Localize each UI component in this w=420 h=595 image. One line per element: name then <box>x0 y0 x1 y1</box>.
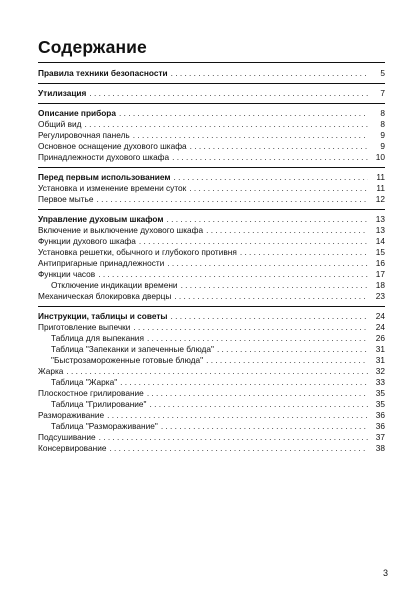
dot-leader <box>167 258 368 269</box>
toc-entry-page: 18 <box>375 280 385 290</box>
toc-entry[interactable] <box>38 119 385 130</box>
toc-section <box>38 88 385 99</box>
toc-entry-page: 36 <box>375 410 385 420</box>
toc-entry-page: 36 <box>375 421 385 431</box>
toc-entry[interactable] <box>38 108 385 119</box>
table-of-contents <box>38 68 385 454</box>
page-number: 3 <box>383 568 389 578</box>
dot-leader <box>217 344 368 355</box>
toc-entry[interactable] <box>38 377 385 388</box>
toc-entry-label: Утилизация <box>38 88 87 98</box>
title-divider <box>38 62 385 63</box>
toc-entry-page: 17 <box>375 269 385 279</box>
toc-entry-page: 31 <box>375 344 385 354</box>
toc-entry-label: Принадлежности духового шкафа <box>38 152 170 162</box>
toc-entry-label: Приготовление выпечки <box>38 322 131 332</box>
dot-leader <box>172 152 368 163</box>
dot-leader <box>170 311 368 322</box>
dot-leader <box>173 172 368 183</box>
dot-leader <box>99 432 368 443</box>
section-divider <box>38 306 385 307</box>
toc-entry-page: 35 <box>375 388 385 398</box>
toc-entry[interactable] <box>38 68 385 79</box>
toc-entry-page: 9 <box>380 130 385 140</box>
toc-entry[interactable] <box>38 322 385 333</box>
dot-leader <box>190 141 368 152</box>
dot-leader <box>206 355 368 366</box>
toc-entry-label: Подсушивание <box>38 432 96 442</box>
toc-entry-label: Функции духового шкафа <box>38 236 136 246</box>
toc-entry[interactable] <box>38 291 385 302</box>
toc-entry[interactable] <box>38 130 385 141</box>
toc-section <box>38 214 385 302</box>
toc-entry-label: Антипригарные принадлежности <box>38 258 165 268</box>
toc-entry-page: 32 <box>375 366 385 376</box>
toc-entry-page: 26 <box>375 333 385 343</box>
toc-entry[interactable] <box>38 88 385 99</box>
toc-entry[interactable] <box>38 399 385 410</box>
dot-leader <box>174 291 368 302</box>
toc-entry[interactable] <box>38 225 385 236</box>
toc-entry-label: Установка и изменение времени суток <box>38 183 187 193</box>
toc-entry-label: Регулировочная панель <box>38 130 130 140</box>
toc-entry-page: 12 <box>375 194 385 204</box>
dot-leader <box>133 130 368 141</box>
toc-entry-label: Инструкции, таблицы и советы <box>38 311 168 321</box>
toc-entry[interactable] <box>38 344 385 355</box>
toc-section <box>38 108 385 163</box>
dot-leader <box>119 108 368 119</box>
toc-entry[interactable] <box>38 214 385 225</box>
toc-entry-label: Включение и выключение духового шкафа <box>38 225 204 235</box>
toc-entry-label: Плоскостное грилирование <box>38 388 144 398</box>
toc-entry-page: 23 <box>375 291 385 301</box>
toc-entry-label: Функции часов <box>38 269 96 279</box>
toc-entry-label: Перед первым использованием <box>38 172 171 182</box>
dot-leader <box>66 366 368 377</box>
toc-entry-page: 31 <box>375 355 385 365</box>
dot-leader <box>147 333 368 344</box>
toc-entry-page: 13 <box>375 225 385 235</box>
section-divider <box>38 167 385 168</box>
dot-leader <box>107 410 368 421</box>
toc-section <box>38 172 385 205</box>
toc-entry-page: 8 <box>380 108 385 118</box>
toc-entry-page: 24 <box>375 322 385 332</box>
toc-section <box>38 311 385 454</box>
toc-entry-label: Первое мытье <box>38 194 94 204</box>
toc-entry-label: "Быстрозамороженные готовые блюда" <box>51 355 204 365</box>
toc-entry-page: 11 <box>376 183 385 193</box>
dot-leader <box>133 322 368 333</box>
toc-entry-label: Правила техники безопасности <box>38 68 168 78</box>
dot-leader <box>161 421 368 432</box>
dot-leader <box>109 443 368 454</box>
toc-entry[interactable] <box>38 247 385 258</box>
toc-entry-page: 10 <box>375 152 385 162</box>
toc-entry-label: Таблица для выпекания <box>51 333 144 343</box>
toc-entry[interactable] <box>38 183 385 194</box>
toc-entry-label: Таблица "Жарка" <box>51 377 118 387</box>
dot-leader <box>139 236 368 247</box>
dot-leader <box>166 214 368 225</box>
toc-section <box>38 68 385 79</box>
toc-entry-label: Размораживание <box>38 410 105 420</box>
dot-leader <box>89 88 368 99</box>
dot-leader <box>96 194 368 205</box>
toc-entry[interactable] <box>38 421 385 432</box>
dot-leader <box>149 399 368 410</box>
toc-entry-page: 7 <box>380 88 385 98</box>
toc-entry[interactable] <box>38 366 385 377</box>
toc-entry-page: 15 <box>375 247 385 257</box>
toc-entry[interactable] <box>38 432 385 443</box>
toc-entry[interactable] <box>38 333 385 344</box>
dot-leader <box>206 225 368 236</box>
toc-entry-label: Отключение индикации времени <box>51 280 178 290</box>
toc-entry[interactable] <box>38 258 385 269</box>
toc-entry-label: Описание прибора <box>38 108 116 118</box>
toc-entry[interactable] <box>38 269 385 280</box>
section-divider <box>38 209 385 210</box>
toc-entry[interactable] <box>38 236 385 247</box>
toc-entry-label: Механическая блокировка дверцы <box>38 291 172 301</box>
toc-entry-label: Таблица "Грилирование" <box>51 399 147 409</box>
page-title: Содержание <box>38 37 147 57</box>
toc-entry-label: Общий вид <box>38 119 82 129</box>
dot-leader <box>171 68 368 79</box>
toc-entry-page: 5 <box>380 68 385 78</box>
toc-entry[interactable] <box>38 194 385 205</box>
toc-entry-page: 38 <box>375 443 385 453</box>
toc-entry-page: 11 <box>376 172 385 182</box>
dot-leader <box>147 388 368 399</box>
toc-entry-page: 24 <box>375 311 385 321</box>
dot-leader <box>120 377 368 388</box>
toc-entry-label: Основное оснащение духового шкафа <box>38 141 187 151</box>
toc-entry[interactable] <box>38 280 385 291</box>
toc-entry-label: Управление духовым шкафом <box>38 214 164 224</box>
dot-leader <box>240 247 368 258</box>
toc-entry[interactable] <box>38 443 385 454</box>
toc-entry-page: 35 <box>375 399 385 409</box>
dot-leader <box>85 119 369 130</box>
dot-leader <box>189 183 368 194</box>
toc-entry-page: 9 <box>380 141 385 151</box>
toc-entry-page: 13 <box>375 214 385 224</box>
section-divider <box>38 103 385 104</box>
toc-entry-label: Установка решетки, обычного и глубокого противня <box>38 247 237 257</box>
toc-entry-page: 37 <box>375 432 385 442</box>
toc-entry-label: Таблица "Размораживание" <box>51 421 158 431</box>
toc-entry[interactable] <box>38 410 385 421</box>
toc-entry[interactable] <box>38 141 385 152</box>
toc-entry[interactable] <box>38 152 385 163</box>
toc-entry-label: Таблица "Запеканки и запеченные блюда" <box>51 344 214 354</box>
toc-entry-label: Жарка <box>38 366 64 376</box>
dot-leader <box>98 269 368 280</box>
toc-entry[interactable] <box>38 311 385 322</box>
section-divider <box>38 83 385 84</box>
toc-entry-page: 14 <box>375 236 385 246</box>
toc-entry-page: 33 <box>375 377 385 387</box>
toc-entry[interactable] <box>38 388 385 399</box>
toc-entry-page: 16 <box>375 258 385 268</box>
dot-leader <box>181 280 368 291</box>
toc-entry-label: Консервирование <box>38 443 107 453</box>
toc-entry[interactable] <box>38 355 385 366</box>
toc-entry-page: 8 <box>380 119 385 129</box>
toc-entry[interactable] <box>38 172 385 183</box>
